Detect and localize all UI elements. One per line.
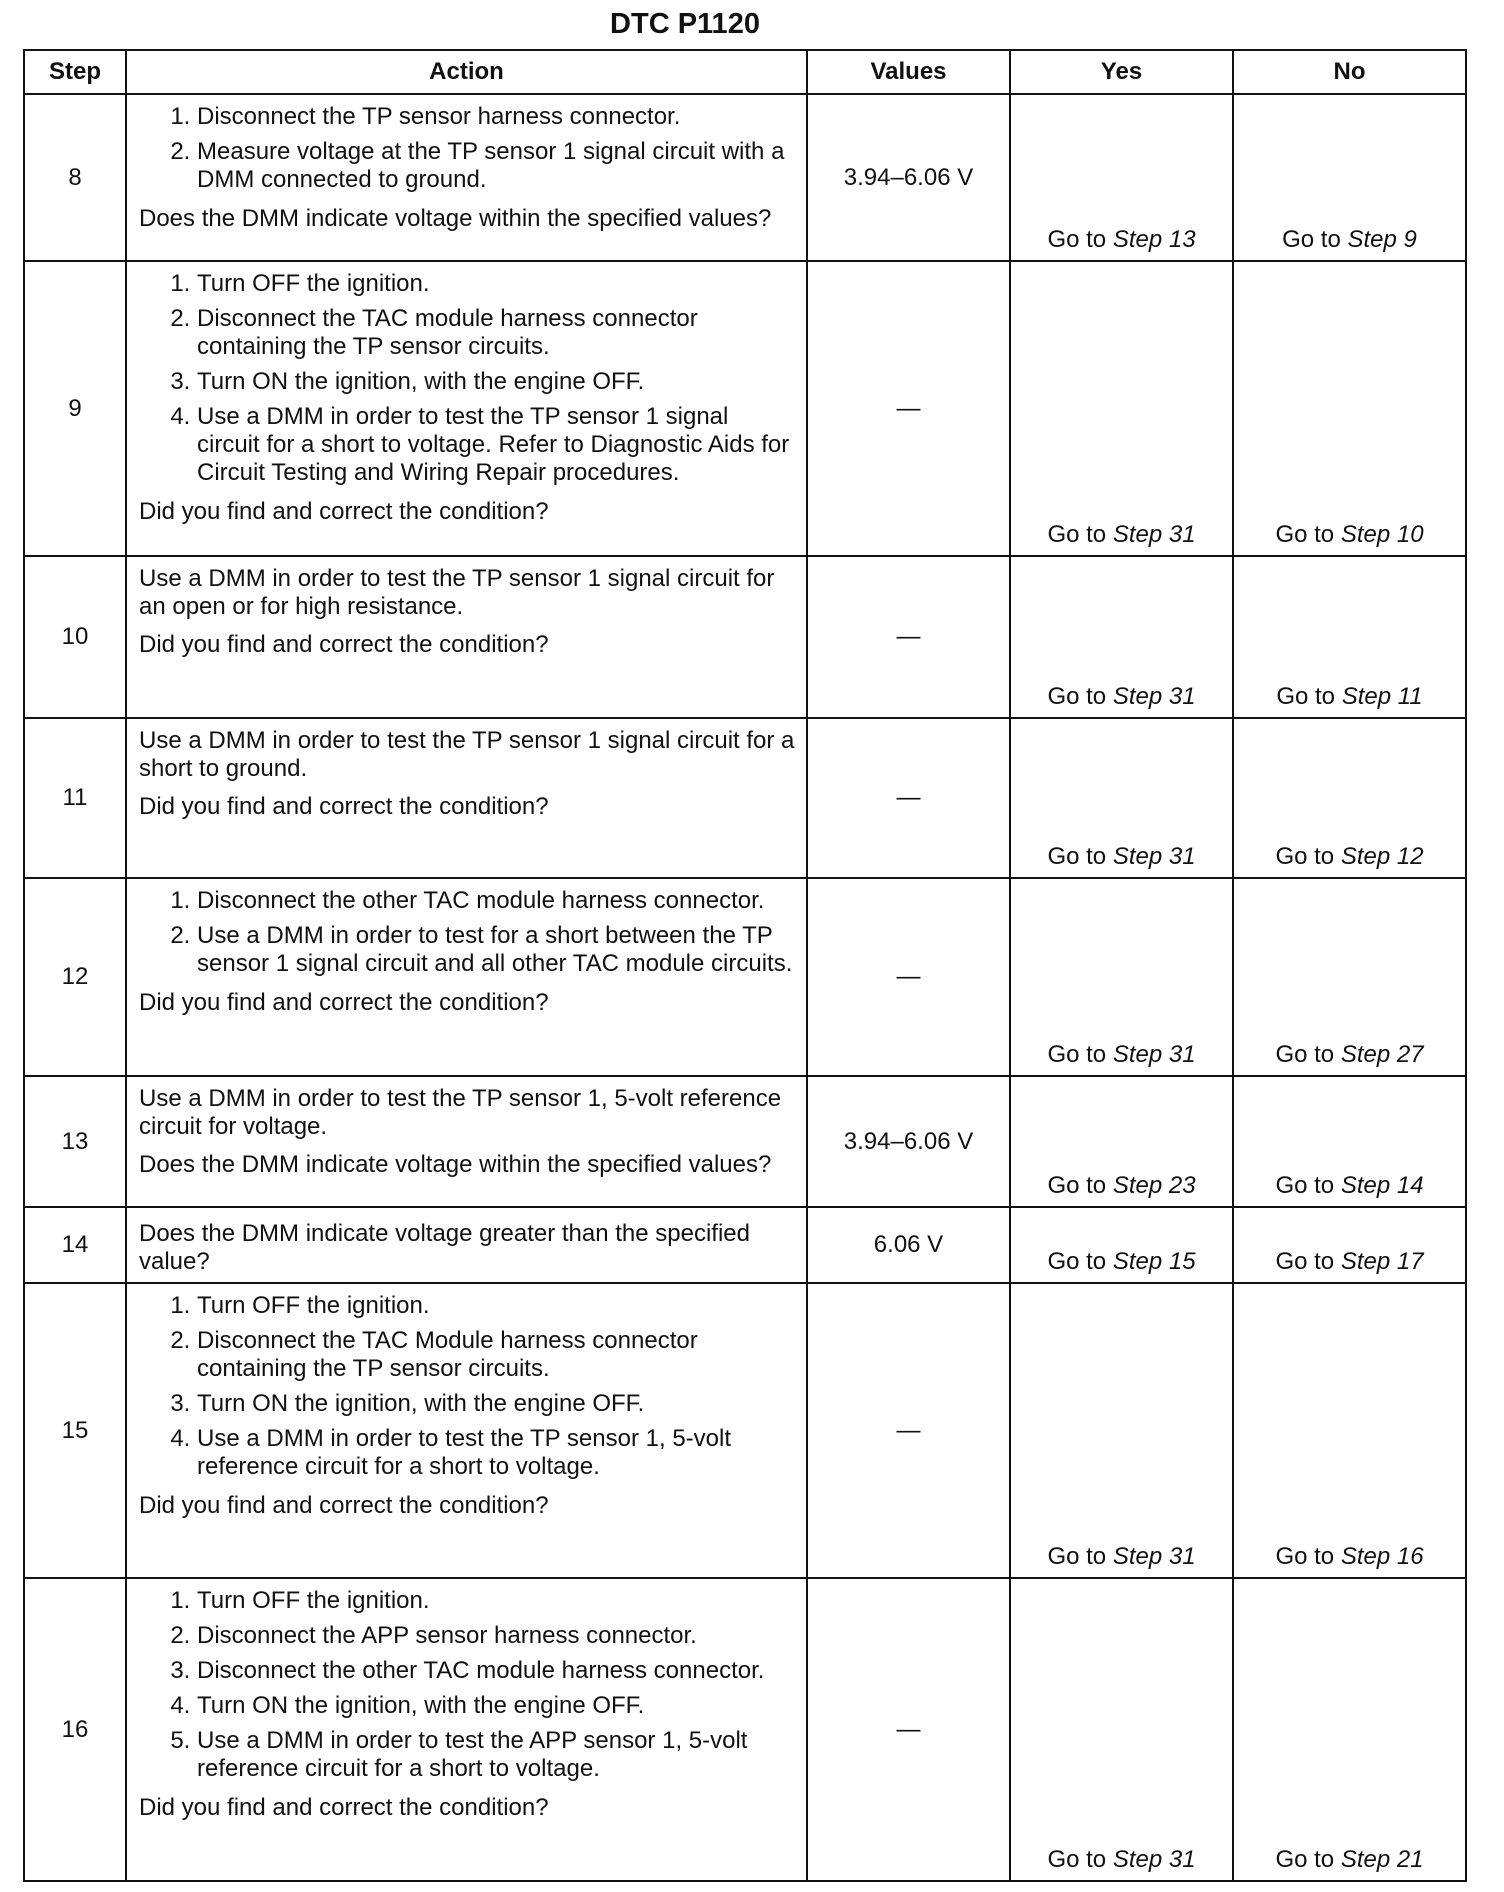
action-steps: [139, 270, 796, 494]
goto-step-link: Step 23: [1112, 1172, 1196, 1199]
no-cell: [1233, 556, 1466, 718]
action-cell: [126, 94, 807, 261]
goto-step-link: Step 14: [1340, 1172, 1424, 1199]
table-row: [24, 1207, 1466, 1283]
no-cell: [1233, 1207, 1466, 1283]
action-step: 1. Turn OFF the ignition.: [197, 270, 796, 298]
goto-prefix: Go to: [1282, 226, 1348, 253]
step-number: 9: [24, 261, 126, 556]
goto-prefix: Go to: [1275, 1172, 1341, 1199]
goto-prefix: Go to: [1047, 1248, 1113, 1275]
goto-step-link: Step 27: [1340, 1041, 1424, 1068]
action-steps: [139, 887, 796, 985]
action-step: 2. Disconnect the TAC Module harness connector containing the TP sensor circuits.: [197, 1327, 796, 1383]
goto-prefix: Go to: [1276, 683, 1342, 710]
goto-step-link: Step 17: [1340, 1248, 1424, 1275]
yes-cell: [1010, 94, 1233, 261]
action-cell: [126, 261, 807, 556]
action-step: 1. Turn OFF the ignition.: [197, 1587, 796, 1615]
action-step: 3. Turn ON the ignition, with the engine OFF.: [197, 368, 796, 396]
goto-step-link: Step 31: [1112, 1846, 1196, 1873]
action-cell: [126, 718, 807, 878]
action-step: 1. Disconnect the other TAC module harness connector.: [197, 887, 796, 915]
table-row: [24, 718, 1466, 878]
values-cell: —: [807, 718, 1010, 878]
table-row: [24, 878, 1466, 1076]
step-number: 13: [24, 1076, 126, 1207]
action-content: [139, 1216, 796, 1276]
yes-cell: [1010, 1076, 1233, 1207]
step-number: 16: [24, 1578, 126, 1881]
action-question: Does the DMM indicate voltage within the specified values?: [139, 1151, 772, 1178]
values-cell: —: [807, 556, 1010, 718]
header-no: No: [1233, 50, 1466, 94]
goto-prefix: Go to: [1047, 1041, 1113, 1068]
yes-cell: [1010, 1283, 1233, 1578]
goto-prefix: Go to: [1047, 843, 1113, 870]
yes-cell: [1010, 1578, 1233, 1881]
goto-step-link: Step 13: [1112, 226, 1196, 253]
yes-cell: [1010, 556, 1233, 718]
action-question: Did you find and correct the condition?: [139, 498, 549, 525]
step-number: 15: [24, 1283, 126, 1578]
goto-prefix: Go to: [1275, 1248, 1341, 1275]
goto-prefix: Go to: [1275, 843, 1341, 870]
goto-step-link: Step 31: [1112, 1543, 1196, 1570]
action-step: 1. Turn OFF the ignition.: [197, 1292, 796, 1320]
goto-step-link: Step 10: [1340, 521, 1424, 548]
goto-prefix: Go to: [1047, 226, 1113, 253]
goto-step-link: Step 31: [1112, 521, 1196, 548]
yes-cell: [1010, 718, 1233, 878]
goto-prefix: Go to: [1275, 1041, 1341, 1068]
action-content: [139, 727, 796, 821]
action-content: [139, 1587, 796, 1822]
header-action: Action: [126, 50, 807, 94]
action-step: 4. Use a DMM in order to test the TP sensor 1 signal circuit for a short to voltage. Refer to Diagnostic Aids for Circuit Testing and Wiring Repair procedures.: [197, 403, 796, 487]
action-text: Use a DMM in order to test the TP sensor 1, 5-volt reference circuit for voltage.: [139, 1085, 782, 1140]
goto-prefix: Go to: [1275, 1543, 1341, 1570]
step-number: 8: [24, 94, 126, 261]
header-step: Step: [24, 50, 126, 94]
goto-step-link: Step 11: [1341, 683, 1423, 710]
action-content: [139, 270, 796, 526]
goto-step-link: Step 21: [1340, 1846, 1424, 1873]
no-cell: [1233, 1283, 1466, 1578]
header-yes: Yes: [1010, 50, 1233, 94]
action-question: Did you find and correct the condition?: [139, 1492, 549, 1519]
action-step: 4. Use a DMM in order to test the TP sensor 1, 5-volt reference circuit for a short to voltage.: [197, 1425, 796, 1481]
action-step: 3. Disconnect the other TAC module harness connector.: [197, 1657, 796, 1685]
action-step: 2. Disconnect the APP sensor harness connector.: [197, 1622, 796, 1650]
goto-prefix: Go to: [1275, 1846, 1341, 1873]
action-question: Did you find and correct the condition?: [139, 989, 549, 1016]
goto-step-link: Step 16: [1340, 1543, 1424, 1570]
action-step: 2. Disconnect the TAC module harness connector containing the TP sensor circuits.: [197, 305, 796, 361]
step-number: 11: [24, 718, 126, 878]
step-number: 12: [24, 878, 126, 1076]
no-cell: [1233, 878, 1466, 1076]
action-cell: [126, 1283, 807, 1578]
goto-prefix: Go to: [1047, 1172, 1113, 1199]
action-content: [139, 1292, 796, 1520]
yes-cell: [1010, 1207, 1233, 1283]
goto-step-link: Step 31: [1112, 1041, 1196, 1068]
values-cell: —: [807, 261, 1010, 556]
diagnostic-table: [23, 49, 1467, 1882]
action-steps: [139, 103, 796, 201]
action-question: Does the DMM indicate voltage greater than the specified value?: [139, 1220, 751, 1275]
table-row: [24, 261, 1466, 556]
yes-cell: [1010, 261, 1233, 556]
no-cell: [1233, 1578, 1466, 1881]
action-cell: [126, 1207, 807, 1283]
no-cell: [1233, 1076, 1466, 1207]
action-question: Did you find and correct the condition?: [139, 1794, 549, 1821]
table-row: [24, 556, 1466, 718]
table-row: [24, 1076, 1466, 1207]
goto-prefix: Go to: [1047, 683, 1113, 710]
action-step: 5. Use a DMM in order to test the APP sensor 1, 5-volt reference circuit for a short to voltage.: [197, 1727, 796, 1783]
values-cell: —: [807, 1283, 1010, 1578]
values-cell: 6.06 V: [807, 1207, 1010, 1283]
action-question: Did you find and correct the condition?: [139, 793, 549, 820]
goto-prefix: Go to: [1275, 521, 1341, 548]
action-question: Does the DMM indicate voltage within the specified values?: [139, 205, 772, 232]
action-question: Did you find and correct the condition?: [139, 631, 549, 658]
table-row: [24, 94, 1466, 261]
goto-step-link: Step 12: [1340, 843, 1424, 870]
step-number: 10: [24, 556, 126, 718]
action-steps: [139, 1587, 796, 1790]
header-row: [24, 50, 1466, 94]
goto-step-link: Step 31: [1112, 683, 1196, 710]
no-cell: [1233, 94, 1466, 261]
values-cell: —: [807, 878, 1010, 1076]
goto-step-link: Step 9: [1347, 226, 1417, 253]
action-cell: [126, 1076, 807, 1207]
action-steps: [139, 1292, 796, 1488]
values-cell: 3.94–6.06 V: [807, 94, 1010, 261]
values-cell: —: [807, 1578, 1010, 1881]
action-text: Use a DMM in order to test the TP sensor 1 signal circuit for an open or for high resistance.: [139, 565, 775, 620]
action-step: 2. Use a DMM in order to test for a short between the TP sensor 1 signal circuit and all other TAC module circuits.: [197, 922, 796, 978]
page-title: DTC P1120: [610, 8, 760, 40]
table-row: [24, 1578, 1466, 1881]
action-cell: [126, 556, 807, 718]
table-row: [24, 1283, 1466, 1578]
table-body: [24, 94, 1466, 1881]
no-cell: [1233, 718, 1466, 878]
action-content: [139, 1085, 796, 1179]
goto-step-link: Step 31: [1112, 843, 1196, 870]
action-content: [139, 565, 796, 659]
goto-prefix: Go to: [1047, 521, 1113, 548]
action-content: [139, 887, 796, 1017]
goto-step-link: Step 15: [1112, 1248, 1196, 1275]
action-step: 2. Measure voltage at the TP sensor 1 signal circuit with a DMM connected to ground.: [197, 138, 796, 194]
action-step: 1. Disconnect the TP sensor harness connector.: [197, 103, 796, 131]
goto-prefix: Go to: [1047, 1543, 1113, 1570]
no-cell: [1233, 261, 1466, 556]
action-cell: [126, 878, 807, 1076]
action-step: 4. Turn ON the ignition, with the engine OFF.: [197, 1692, 796, 1720]
action-text: Use a DMM in order to test the TP sensor 1 signal circuit for a short to ground.: [139, 727, 795, 782]
step-number: 14: [24, 1207, 126, 1283]
action-content: [139, 103, 796, 233]
header-values: Values: [807, 50, 1010, 94]
goto-prefix: Go to: [1047, 1846, 1113, 1873]
action-cell: [126, 1578, 807, 1881]
action-step: 3. Turn ON the ignition, with the engine OFF.: [197, 1390, 796, 1418]
values-cell: 3.94–6.06 V: [807, 1076, 1010, 1207]
yes-cell: [1010, 878, 1233, 1076]
